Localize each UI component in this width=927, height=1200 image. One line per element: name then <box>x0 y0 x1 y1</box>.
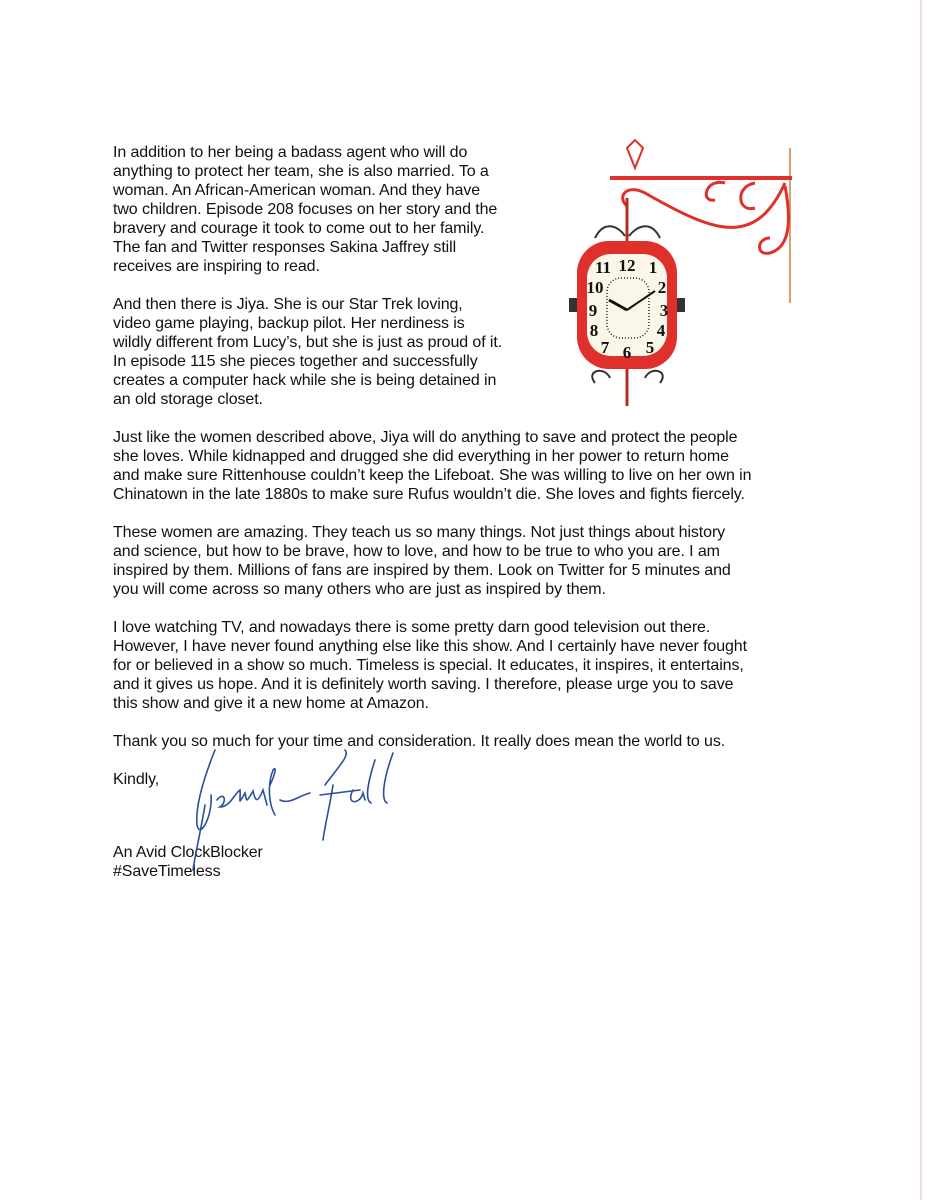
svg-text:11: 11 <box>594 258 612 277</box>
signature <box>175 745 425 875</box>
paragraph-5-line: this show and give it a new home at Amazon. <box>113 695 429 712</box>
paragraph-4-line: inspired by them. Millions of fans are inspired by them. Look on Twitter for 5 minutes and <box>113 562 731 579</box>
clock-illustration <box>565 138 805 410</box>
paragraph-4-line: you will come across so many others who are just as inspired by them. <box>113 581 606 598</box>
paragraph-3-line: Just like the women described above, Jiya will do anything to save and protect the people <box>113 429 738 446</box>
closing: Kindly, <box>113 771 160 788</box>
sign-off-line: An Avid ClockBlocker <box>113 844 263 861</box>
paragraph-2-line: creates a computer hack while she is being detained in <box>113 372 497 389</box>
paragraph-3-line: and make sure Rittenhouse couldn’t keep the Lifeboat. She was willing to live on her own in <box>113 467 752 484</box>
svg-text:10: 10 <box>586 278 604 297</box>
paragraph-1-line: The fan and Twitter responses Sakina Jaffrey still <box>113 239 457 256</box>
paragraph-1-line: two children. Episode 208 focuses on her story and the <box>113 201 498 218</box>
paragraph-2-line: video game playing, backup pilot. Her nerdiness is <box>113 315 465 332</box>
paragraph-1-line: bravery and courage it took to come out to her family. <box>113 220 485 237</box>
paragraph-4-line: These women are amazing. They teach us so many things. Not just things about history <box>113 524 726 541</box>
scan-edge <box>920 0 922 1200</box>
paragraph-3-line: Chinatown in the late 1880s to make sure Rufus wouldn’t die. She loves and fights fiercely. <box>113 486 745 503</box>
paragraph-5-line: I love watching TV, and nowadays there is some pretty darn good television out there. <box>113 619 711 636</box>
paragraph-1-line: anything to protect her team, she is also married. To a <box>113 163 489 180</box>
svg-text:4: 4 <box>656 321 666 340</box>
paragraph-2-line: an old storage closet. <box>113 391 263 408</box>
paragraph-6-line: Thank you so much for your time and consideration. It really does mean the world to us. <box>113 733 726 750</box>
svg-text:5: 5 <box>645 338 655 357</box>
paragraph-5-line: and it gives us hope. And it is definitely worth saving. I therefore, please urge you to save <box>113 676 734 693</box>
svg-text:7: 7 <box>600 338 610 357</box>
svg-text:8: 8 <box>589 321 599 340</box>
paragraph-2-line: And then there is Jiya. She is our Star Trek loving, <box>113 296 463 313</box>
svg-text:3: 3 <box>659 301 669 320</box>
svg-text:12: 12 <box>618 256 636 275</box>
paragraph-4-line: and science, but how to be brave, how to love, and how to be true to who you are. I am <box>113 543 720 560</box>
paragraph-1-line: woman. An African-American woman. And they have <box>113 182 481 199</box>
paragraph-1-line: In addition to her being a badass agent who will do <box>113 144 468 161</box>
svg-text:9: 9 <box>588 301 598 320</box>
paragraph-2-line: In episode 115 she pieces together and successfully <box>113 353 478 370</box>
svg-text:6: 6 <box>622 343 632 362</box>
paragraph-1-line: receives are inspiring to read. <box>113 258 320 275</box>
hashtag-line: #SaveTimeless <box>113 863 221 880</box>
svg-text:1: 1 <box>648 258 658 277</box>
paragraph-2-line: wildly different from Lucy’s, but she is just as proud of it. <box>113 334 503 351</box>
paragraph-5-line: However, I have never found anything else like this show. And I certainly have never fought <box>113 638 747 655</box>
svg-text:2: 2 <box>657 278 667 297</box>
paragraph-3-line: she loves. While kidnapped and drugged she did everything in her power to return home <box>113 448 729 465</box>
paragraph-5-line: for or believed in a show so much. Timeless is special. It educates, it inspires, it entertains, <box>113 657 744 674</box>
